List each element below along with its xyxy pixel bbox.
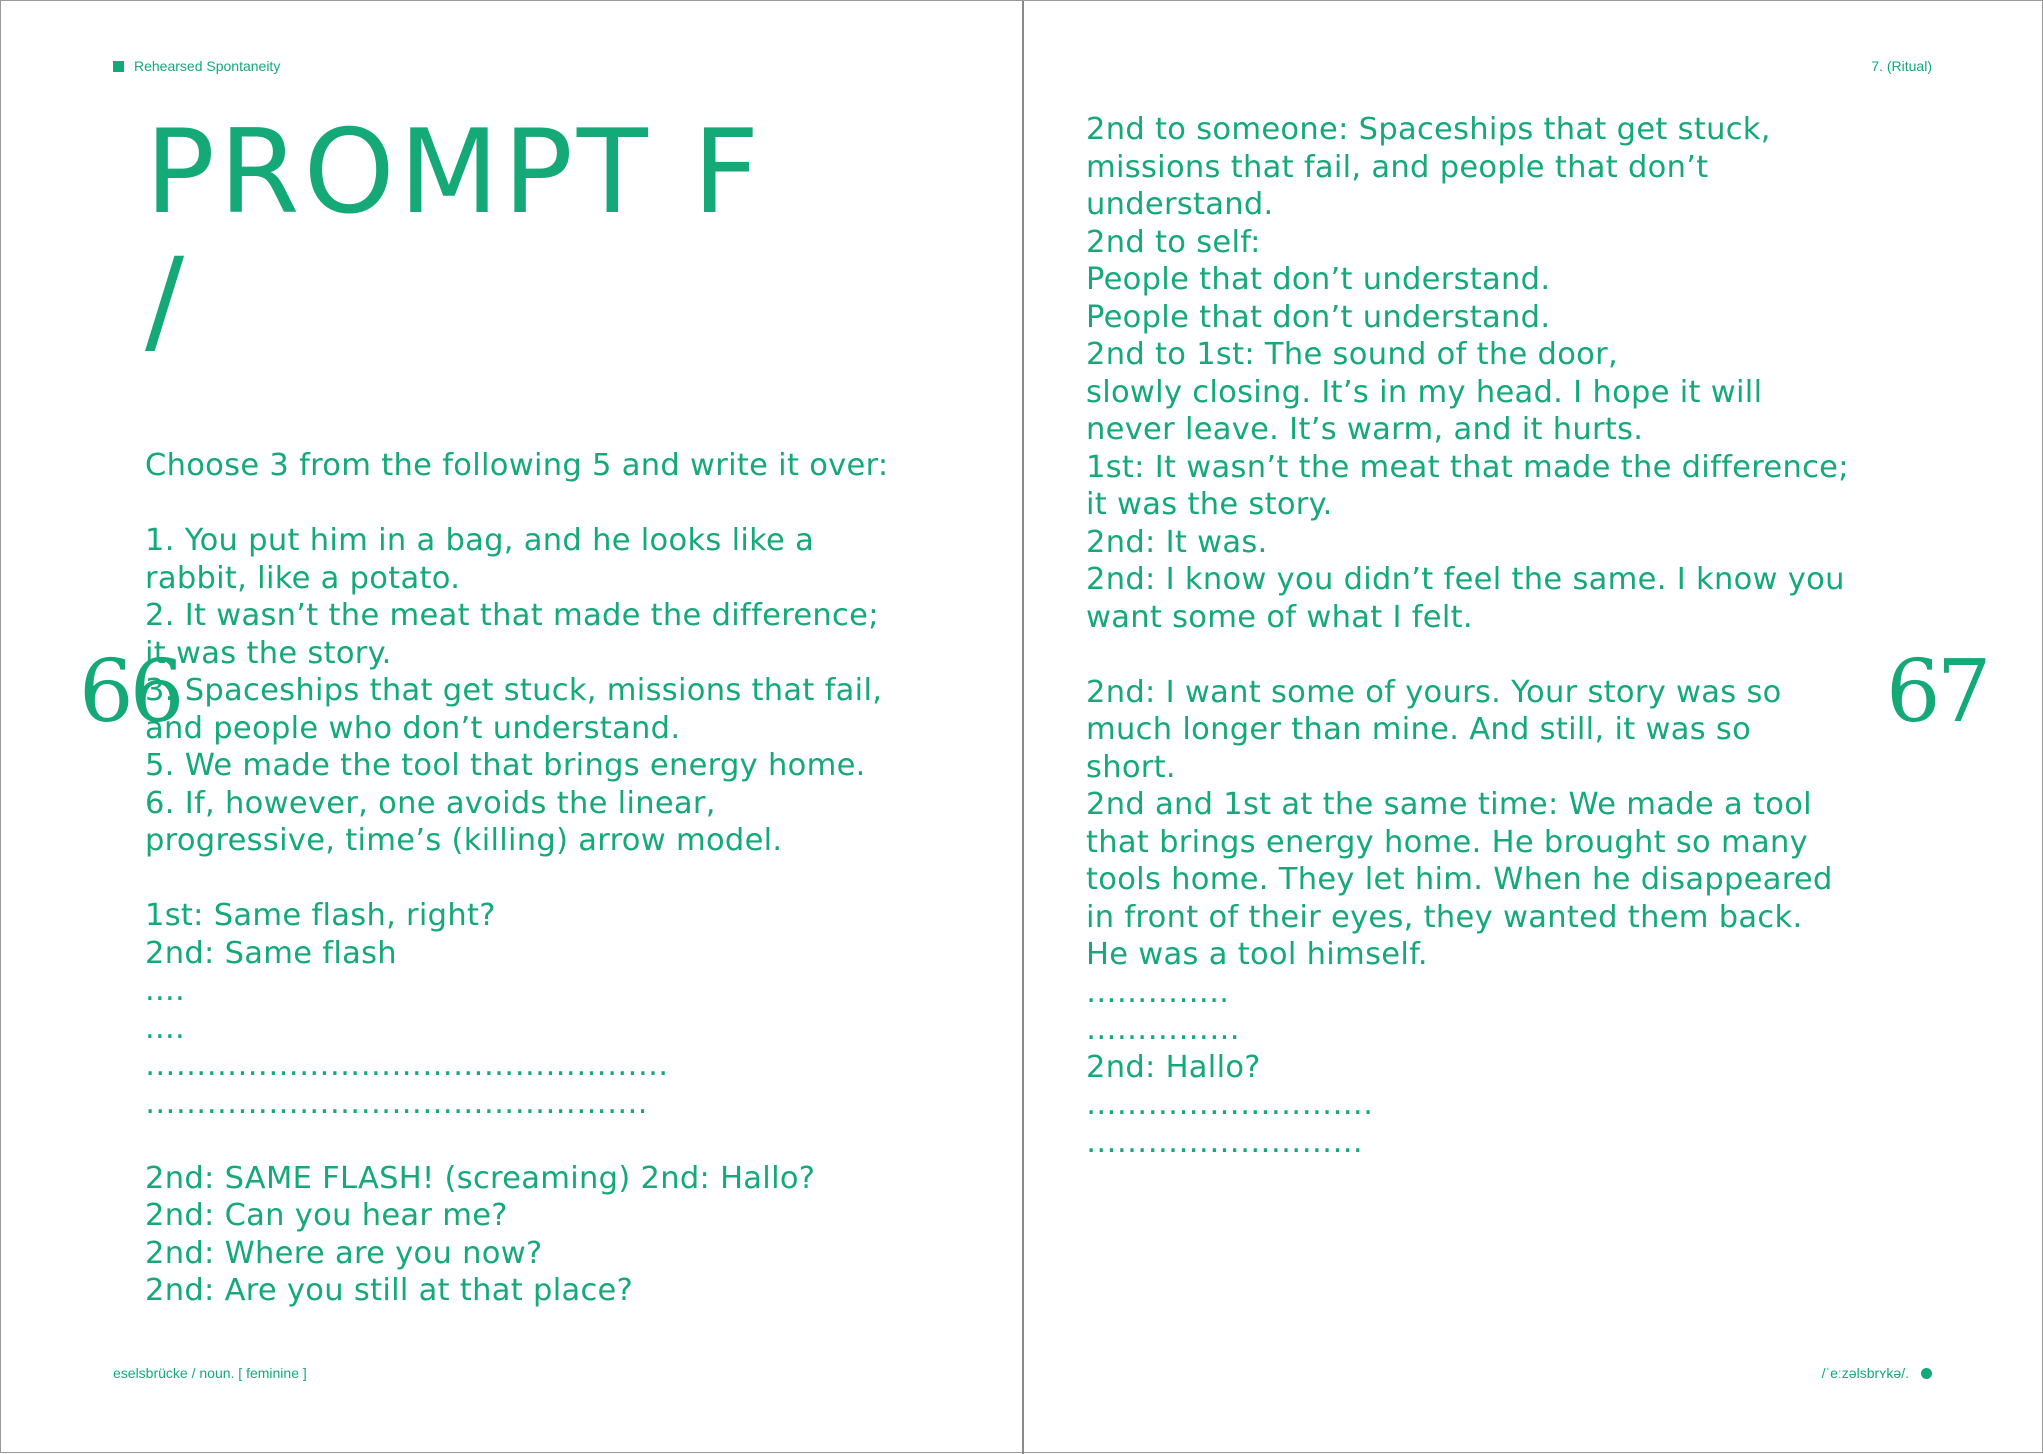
body-line <box>145 485 888 523</box>
body-line: He was a tool himself. <box>1086 937 1428 972</box>
body-line: 2nd to self: <box>1086 224 1261 260</box>
body-line: in front of their eyes, they wanted them back. <box>1086 899 1803 935</box>
right-body-text <box>1086 111 1849 1161</box>
body-line: People that don’t understand. <box>1086 262 1551 297</box>
body-line: 2nd: Are you still at that place? <box>145 1273 634 1308</box>
body-line: never leave. It’s warm, and it hurts. <box>1086 412 1644 447</box>
body-line: progressive, time’s (killing) arrow model. <box>145 823 783 858</box>
body-line: missions that fail, and people that don’t <box>1086 149 1709 185</box>
right-page <box>1024 1 2043 1454</box>
running-head-left-text: Rehearsed Spontaneity <box>134 58 281 74</box>
body-line: .... <box>145 973 185 1008</box>
body-line: ……………………… <box>1086 1124 1364 1160</box>
running-head-left <box>113 58 280 74</box>
body-line: 1st: Same flash, right? <box>145 898 496 933</box>
body-line: 2nd: Same flash <box>145 935 397 971</box>
body-line: short. <box>1086 749 1176 785</box>
body-line: 1st: It wasn’t the meat that made the difference; <box>1086 449 1849 485</box>
dot-bullet-icon <box>1921 1368 1932 1379</box>
body-line: 2nd: Where are you now? <box>145 1235 543 1271</box>
body-line: 2nd to someone: Spaceships that get stuck, <box>1086 112 1771 147</box>
left-page <box>1 1 1021 1454</box>
title-slash: / <box>145 233 189 368</box>
body-line: 5. We made the tool that brings energy home. <box>145 748 866 783</box>
body-line: .... <box>145 1010 185 1046</box>
body-line: understand. <box>1086 187 1274 222</box>
left-body-text <box>145 447 888 1310</box>
body-line <box>145 860 888 898</box>
footer-right <box>1822 1365 1932 1381</box>
body-line: People that don’t understand. <box>1086 299 1551 335</box>
body-line: that brings energy home. He brought so many <box>1086 824 1808 860</box>
body-line: rabbit, like a potato. <box>145 560 461 596</box>
body-line: 2. It wasn’t the meat that made the difference; <box>145 598 879 633</box>
square-bullet-icon <box>113 61 124 72</box>
body-line: 2nd: Can you hear me? <box>145 1198 508 1233</box>
body-line: 2nd: SAME FLASH! (screaming) 2nd: Hallo? <box>145 1160 816 1196</box>
body-line: 2nd to 1st: The sound of the door, <box>1086 337 1618 372</box>
footer-right-text: /ˈeːzəlsbrʏkə/. <box>1821 1365 1909 1381</box>
page-title <box>145 105 764 368</box>
body-line: want some of what I felt. <box>1086 599 1473 635</box>
body-line: much longer than mine. And still, it was so <box>1086 712 1752 747</box>
page-number-right: 67 <box>1886 642 1988 742</box>
body-line: Choose 3 from the following 5 and write it over: <box>145 448 889 483</box>
footer-left: eselsbrücke / noun. [ feminine ] <box>113 1365 307 1381</box>
body-line: 2nd: It was. <box>1086 524 1268 560</box>
body-line: 1. You put him in a bag, and he looks like a <box>145 523 815 558</box>
body-line: it was the story. <box>145 635 392 671</box>
body-line: …………… <box>1086 1012 1240 1047</box>
body-line: 2nd: I know you didn’t feel the same. I know you <box>1086 562 1845 597</box>
body-line: tools home. They let him. When he disappeared <box>1086 862 1833 897</box>
running-head-right: 7. (Ritual) <box>1871 58 1932 74</box>
title-line: PROMPT F <box>145 105 764 240</box>
body-line: it was the story. <box>1086 487 1333 522</box>
body-line <box>145 1122 888 1160</box>
body-line: 2nd: Hallo? <box>1086 1049 1261 1085</box>
body-line: 2nd: I want some of yours. Your story was so <box>1086 674 1782 710</box>
body-line: ………….. <box>1086 974 1230 1010</box>
body-line: 3. Spaceships that get stuck, missions that fail, <box>145 673 883 708</box>
body-line: …………………………………………. <box>145 1085 648 1121</box>
body-line: ………………………. <box>1086 1087 1374 1122</box>
body-line: and people who don’t understand. <box>145 710 681 746</box>
page-number-left: 66 <box>79 642 181 742</box>
body-line <box>1086 636 1849 674</box>
body-line: 2nd and 1st at the same time: We made a tool <box>1086 787 1812 822</box>
body-line: 6. If, however, one avoids the linear, <box>145 785 716 821</box>
body-line: slowly closing. It’s in my head. I hope it will <box>1086 374 1763 410</box>
body-line: …………………………………………… <box>145 1048 669 1083</box>
